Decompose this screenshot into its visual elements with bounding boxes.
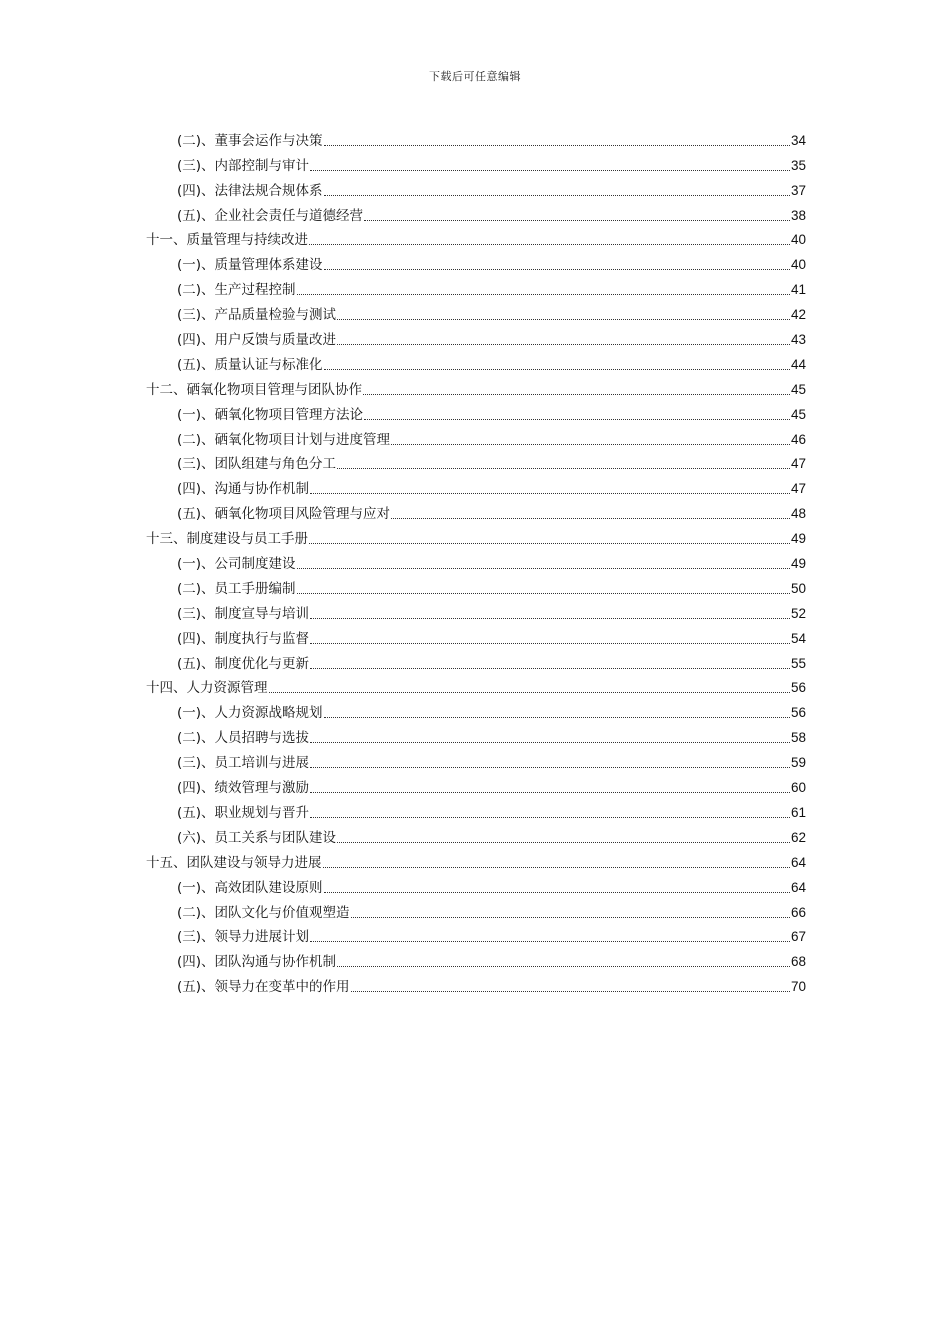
toc-page-number: 45 [790, 406, 806, 422]
toc-section-entry[interactable] [146, 350, 806, 375]
toc-dot-leader [324, 145, 790, 146]
toc-page-number: 49 [790, 556, 806, 572]
toc-dot-leader [337, 344, 790, 345]
toc-page-number: 68 [790, 954, 806, 970]
toc-section-entry[interactable] [146, 649, 806, 674]
toc-dot-leader [310, 643, 790, 644]
toc-dot-leader [310, 742, 790, 743]
toc-dot-leader [324, 369, 790, 370]
toc-dot-leader [323, 867, 790, 868]
toc-chapter-entry[interactable] [146, 226, 806, 251]
toc-section-entry[interactable] [146, 250, 806, 275]
toc-entry-title: (六)、员工关系与团队建设 [177, 829, 337, 846]
toc-entry-title: (二)、生产过程控制 [177, 282, 296, 299]
toc-page-number: 34 [790, 132, 806, 148]
toc-page-number: 56 [790, 705, 806, 721]
toc-page-number: 52 [790, 605, 806, 621]
toc-entry-title: (一)、硒氧化物项目管理方法论 [177, 406, 364, 423]
toc-dot-leader [337, 468, 790, 469]
toc-entry-title: (三)、领导力进展计划 [177, 929, 310, 946]
toc-dot-leader [324, 892, 790, 893]
toc-section-entry[interactable] [146, 126, 806, 151]
toc-dot-leader [310, 668, 790, 669]
toc-section-entry[interactable] [146, 599, 806, 624]
toc-dot-leader [309, 244, 790, 245]
toc-section-entry[interactable] [146, 898, 806, 923]
toc-dot-leader [297, 593, 790, 594]
toc-page-number: 48 [790, 506, 806, 522]
toc-entry-title: (五)、职业规划与晋升 [177, 804, 310, 821]
toc-section-entry[interactable] [146, 201, 806, 226]
toc-page-number: 37 [790, 182, 806, 198]
toc-entry-title: (三)、内部控制与审计 [177, 157, 310, 174]
toc-dot-leader [324, 195, 790, 196]
toc-entry-title: (三)、团队组建与角色分工 [177, 456, 337, 473]
toc-page-number: 70 [790, 979, 806, 995]
toc-entry-title: (二)、员工手册编制 [177, 580, 296, 597]
toc-dot-leader [310, 493, 790, 494]
toc-page-number: 62 [790, 829, 806, 845]
toc-section-entry[interactable] [146, 798, 806, 823]
toc-chapter-entry[interactable] [146, 674, 806, 699]
toc-entry-title: (五)、硒氧化物项目风险管理与应对 [177, 506, 391, 523]
toc-page-number: 41 [790, 282, 806, 298]
toc-dot-leader [297, 568, 790, 569]
toc-chapter-entry[interactable] [146, 375, 806, 400]
toc-dot-leader [310, 767, 790, 768]
toc-page-number: 43 [790, 332, 806, 348]
toc-page-number: 60 [790, 780, 806, 796]
toc-entry-title: 十四、人力资源管理 [146, 680, 268, 697]
toc-page-number: 45 [790, 381, 806, 397]
toc-entry-title: 十三、制度建设与员工手册 [146, 531, 308, 548]
toc-entry-title: (四)、用户反馈与质量改进 [177, 332, 337, 349]
toc-section-entry[interactable] [146, 624, 806, 649]
toc-entry-title: (一)、人力资源战略规划 [177, 705, 323, 722]
toc-entry-title: (四)、制度执行与监督 [177, 630, 310, 647]
toc-dot-leader [310, 618, 790, 619]
toc-chapter-entry[interactable] [146, 848, 806, 873]
toc-dot-leader [337, 966, 790, 967]
toc-page-number: 49 [790, 531, 806, 547]
toc-dot-leader [310, 817, 790, 818]
toc-page-number: 40 [790, 257, 806, 273]
toc-section-entry[interactable] [146, 947, 806, 972]
toc-entry-title: (四)、沟通与协作机制 [177, 481, 310, 498]
toc-page-number: 56 [790, 680, 806, 696]
toc-entry-title: (一)、公司制度建设 [177, 556, 296, 573]
toc-entry-title: (五)、制度优化与更新 [177, 655, 310, 672]
toc-dot-leader [310, 170, 790, 171]
toc-section-entry[interactable] [146, 972, 806, 997]
toc-entry-title: (五)、领导力在变革中的作用 [177, 979, 350, 996]
toc-entry-title: 十二、硒氧化物项目管理与团队协作 [146, 381, 362, 398]
toc-section-entry[interactable] [146, 698, 806, 723]
toc-entry-title: (四)、团队沟通与协作机制 [177, 954, 337, 971]
toc-dot-leader [309, 543, 790, 544]
toc-section-entry[interactable] [146, 275, 806, 300]
toc-entry-title: 十一、质量管理与持续改进 [146, 232, 308, 249]
toc-page-number: 47 [790, 456, 806, 472]
toc-entry-title: (二)、团队文化与价值观塑造 [177, 904, 350, 921]
toc-page-number: 55 [790, 655, 806, 671]
toc-dot-leader [363, 394, 790, 395]
toc-section-entry[interactable] [146, 873, 806, 898]
toc-page-number: 46 [790, 431, 806, 447]
toc-entry-title: (五)、质量认证与标准化 [177, 356, 323, 373]
toc-entry-title: (一)、质量管理体系建设 [177, 257, 323, 274]
toc-page-number: 38 [790, 207, 806, 223]
toc-dot-leader [337, 319, 790, 320]
toc-entry-title: (一)、高效团队建设原则 [177, 879, 323, 896]
toc-section-entry[interactable] [146, 549, 806, 574]
toc-dot-leader [364, 419, 790, 420]
toc-entry-title: (三)、制度宣导与培训 [177, 605, 310, 622]
toc-dot-leader [297, 294, 790, 295]
toc-page-number: 40 [790, 232, 806, 248]
toc-dot-leader [324, 717, 790, 718]
toc-page-number: 67 [790, 929, 806, 945]
toc-dot-leader [337, 842, 790, 843]
toc-section-entry[interactable] [146, 474, 806, 499]
toc-section-entry[interactable] [146, 923, 806, 948]
toc-section-entry[interactable] [146, 300, 806, 325]
toc-entry-title: (五)、企业社会责任与道德经营 [177, 207, 364, 224]
toc-section-entry[interactable] [146, 823, 806, 848]
toc-section-entry[interactable] [146, 748, 806, 773]
toc-section-entry[interactable] [146, 325, 806, 350]
toc-entry-title: (二)、董事会运作与决策 [177, 132, 323, 149]
toc-section-entry[interactable] [146, 773, 806, 798]
toc-page-number: 66 [790, 904, 806, 920]
toc-page-number: 44 [790, 356, 806, 372]
toc-page-number: 35 [790, 157, 806, 173]
toc-dot-leader [391, 518, 790, 519]
toc-entry-title: (三)、员工培训与进展 [177, 755, 310, 772]
toc-section-entry[interactable] [146, 425, 806, 450]
toc-dot-leader [310, 941, 790, 942]
toc-dot-leader [364, 220, 790, 221]
toc-page-number: 61 [790, 804, 806, 820]
toc-page-number: 59 [790, 755, 806, 771]
table-of-contents [146, 126, 806, 997]
toc-entry-title: (三)、产品质量检验与测试 [177, 307, 337, 324]
toc-section-entry[interactable] [146, 499, 806, 524]
toc-section-entry[interactable] [146, 400, 806, 425]
toc-dot-leader [351, 991, 790, 992]
toc-section-entry[interactable] [146, 574, 806, 599]
toc-chapter-entry[interactable] [146, 524, 806, 549]
toc-dot-leader [310, 792, 790, 793]
toc-page-number: 54 [790, 630, 806, 646]
toc-section-entry[interactable] [146, 151, 806, 176]
toc-section-entry[interactable] [146, 450, 806, 475]
toc-page-number: 64 [790, 879, 806, 895]
toc-dot-leader [324, 269, 790, 270]
toc-page-number: 64 [790, 854, 806, 870]
toc-entry-title: (二)、硒氧化物项目计划与进度管理 [177, 431, 391, 448]
toc-entry-title: (四)、绩效管理与激励 [177, 780, 310, 797]
toc-page-number: 58 [790, 730, 806, 746]
toc-page-number: 42 [790, 307, 806, 323]
toc-section-entry[interactable] [146, 723, 806, 748]
toc-dot-leader [391, 444, 790, 445]
toc-section-entry[interactable] [146, 176, 806, 201]
toc-entry-title: (四)、法律法规合规体系 [177, 182, 323, 199]
toc-dot-leader [269, 692, 790, 693]
toc-dot-leader [351, 917, 790, 918]
toc-entry-title: 十五、团队建设与领导力进展 [146, 854, 322, 871]
toc-page-number: 47 [790, 481, 806, 497]
toc-page-number: 50 [790, 580, 806, 596]
toc-entry-title: (二)、人员招聘与选拔 [177, 730, 310, 747]
page-header: 下载后可任意编辑 [429, 70, 521, 83]
